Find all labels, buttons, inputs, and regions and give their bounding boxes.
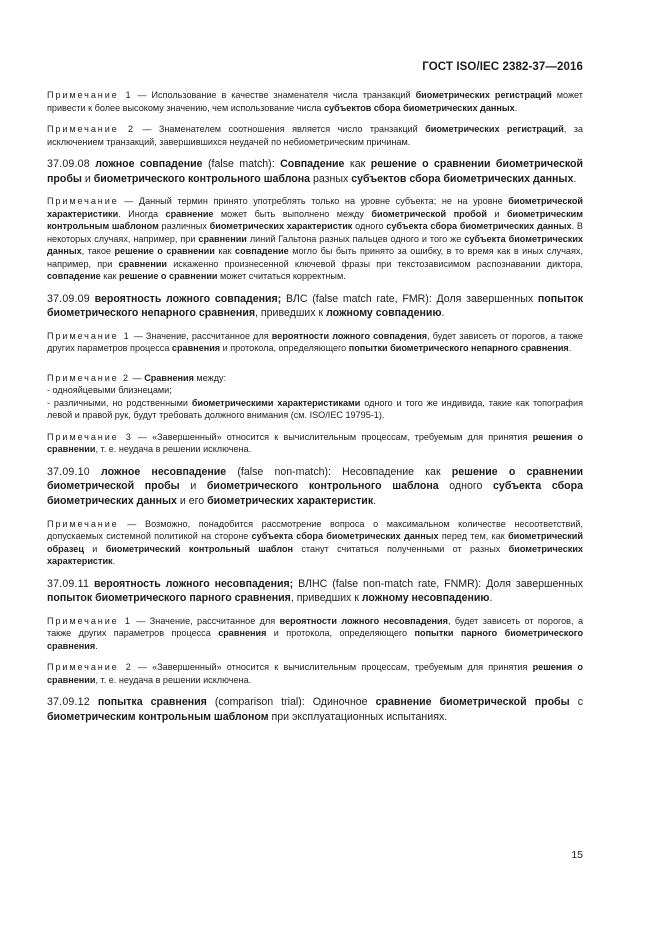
note-9: Примечание 2 — «Завершенный» относится к вычислительным процессам, требуемым для принятия решения о сравнении, т. е. неудача в решении исключена. xyxy=(47,662,583,685)
term-number: 37.09.11 xyxy=(47,577,90,590)
term-number: 37.09.12 xyxy=(47,696,90,709)
note-label: Примечание 2 xyxy=(47,124,135,134)
term-37-09-08: 37.09.08 ложное совпадение (false match): Совпадение как решение о сравнении биометрической пробы и биометрического контрольного шаблона разных субъектов сбора биометрических данных. xyxy=(47,158,583,185)
term-number: 37.09.09 xyxy=(47,292,90,305)
term-name: вероятность ложного несовпадения; xyxy=(93,577,294,590)
note-label: Примечание 2 xyxy=(47,372,131,383)
note-label: Примечание 1 xyxy=(47,615,132,626)
term-37-09-10: 37.09.10 ложное несовпадение (false non-match): Несовпадение как решение о сравнении биометрической пробы и биометрического контрольного шаблона одного субъекта сбора биометрических данных и его биометрических характеристик. xyxy=(47,465,583,508)
term-number: 37.09.08 xyxy=(47,158,90,170)
term-37-09-12: 37.09.12 попытка сравнения (comparison trial): Одиночное сравнение биометрической пробы с биометрическим контрольным шаблоном при эксплуатационных испытаниях. xyxy=(47,696,583,723)
note-2: Примечание 2 — Знаменателем соотношения является число транзакций биометрических регистраций, за исключением транзакций, завершившихся неудачей по небиометрическим причинам. xyxy=(47,124,583,147)
note-3: Примечание — Данный термин принято употреблять только на уровне субъекта; не на уровне биометрической характеристики. Иногда сравнение может быть выполнено между биометрической пробой и биометрическим контрольным шаблоном различных биометрических характеристик одного субъекта сбора биометрических данных. В некоторых случаях, например, при сравнении линий Гальтона разных пальцев одного и того же субъекта биометрических данных, такое решение о сравнении как совпадение могло бы быть принято за ошибку, в то время как в иных случаях, например, при сравнении искаженно произнесенной ключевой фразы при текстозависимом распознавании диктора, совпадение как решение о сравнении может считаться корректным. xyxy=(47,196,583,282)
note-label: Примечание 1 xyxy=(47,330,131,341)
note-6: Примечание 3 — «Завершенный» относится к вычислительным процессам, требуемым для принятия решения о сравнении, т. е. неудача в решении исключена. xyxy=(47,431,583,455)
page-content xyxy=(47,89,583,734)
note-label: Примечание 1 xyxy=(47,90,133,100)
list-item-twins: - однояйцевыми близнецами; xyxy=(47,385,172,396)
spacer xyxy=(47,364,583,372)
term-number: 37.09.10 xyxy=(47,465,90,478)
note-8: Примечание 1 — Значение, рассчитанное для вероятности ложного несовпадения, будет зависеть от порогов, а также других параметров процесса сравнения и протокола, определяющего попытки парного биометрического сравнения. xyxy=(47,615,583,651)
note-label: Примечание 3 xyxy=(47,431,133,442)
term-name: ложное несовпадение xyxy=(101,465,227,478)
note-label: Примечание 2 xyxy=(47,662,133,673)
term-name: ложное совпадение xyxy=(95,158,203,170)
note-1: Примечание 1 — Использование в качестве знаменателя числа транзакций биометрических регистраций может привести к более высокому значению, чем использование числа субъектов сбора биометрических данных. xyxy=(47,90,583,113)
page-number: 15 xyxy=(571,849,583,861)
list-item-related: - различными, но родственными биометрическими характеристиками одного и того же индивида, такие как топография левой и правой рук, будут требовать должного внимания (см. ISO/IEC 19795-1). xyxy=(47,397,584,421)
term-37-09-09: 37.09.09 вероятность ложного совпадения; ВЛС (false match rate, FMR): Доля завершенных попыток биометрического непарного сравнения, приведших к ложному совпадению. xyxy=(47,292,583,320)
term-name: вероятность ложного совпадения; xyxy=(94,292,282,305)
term-37-09-11: 37.09.11 вероятность ложного несовпадения; ВЛНС (false non-match rate, FNMR): Доля завершенных попыток биометрического парного сравнения, приведших к ложному несовпадению. xyxy=(47,577,583,605)
term-name: попытка сравнения xyxy=(97,696,207,709)
standard-header: ГОСТ ISO/IEC 2382-37—2016 xyxy=(422,61,583,73)
note-5: Примечание 2 — Сравнения между: xyxy=(47,372,227,383)
note-label: Примечание xyxy=(47,196,119,207)
note-label: Примечание xyxy=(47,518,119,529)
note-4: Примечание 1 — Значение, рассчитанное для вероятности ложного совпадения, будет зависеть от порогов, а также других параметров процесса сравнения и протокола, определяющего попытки биометрического непарного сравнения. xyxy=(47,330,583,354)
note-7: Примечание — Возможно, понадобится рассмотрение вопроса о максимальном количестве несоответствий, допускаемых системной политикой на стороне субъекта сбора биометрических данных перед тем, как биометрический образец и биометрический контрольный шаблон станут считаться полученными от разных биометрических характеристик. xyxy=(47,518,583,567)
